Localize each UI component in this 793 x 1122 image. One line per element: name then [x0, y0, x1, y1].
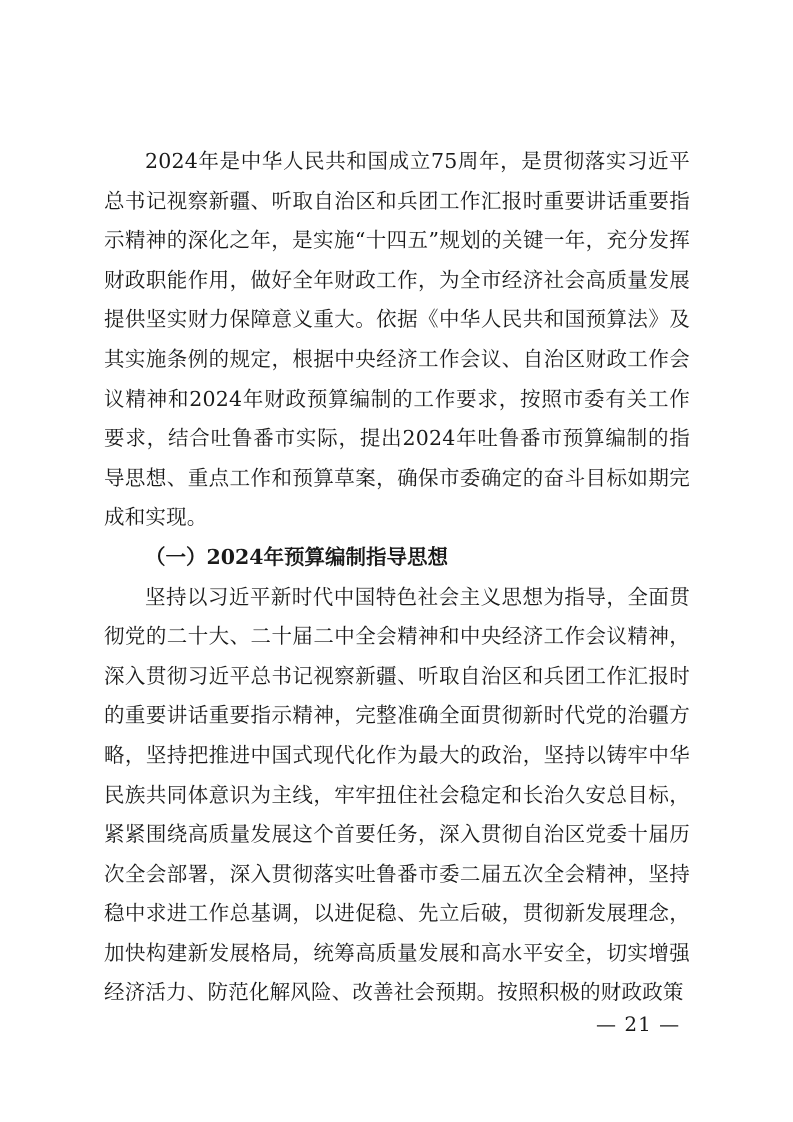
section-heading: （一）2024年预算编制指导思想 [145, 544, 449, 569]
document-body [104, 142, 690, 1013]
intro-paragraph: 2024年是中华人民共和国成立75周年，是贯彻落实习近平总书记视察新疆、听取自治区和兵团工作汇报时重要讲话重要指示精神的深化之年，是实施“十四五”规划的关键一年，充分发挥财政职能作用，做好全年财政工作，为全市经济社会高质量发展提供坚实财力保障意义重大。依据《中华人民共和国预算法》及其实施条例的规定，根据中央经济工作会议、自治区财政工作会议精神和2024年财政预算编制的工作要求，按照市委有关工作要求，结合吐鲁番市实际，提出2024年吐鲁番市预算编制的指导思想、重点工作和预算草案，确保市委确定的奋斗目标如期完成和实现。 [104, 149, 690, 530]
page-number: — 21 — [596, 1012, 681, 1036]
section-paragraph: 坚持以习近平新时代中国特色社会主义思想为指导，全面贯彻党的二十大、二十届二中全会精神和中央经济工作会议精神，深入贯彻习近平总书记视察新疆、听取自治区和兵团工作汇报时的重要讲话重要指示精神，完整准确全面贯彻新时代党的治疆方略，坚持把推进中国式现代化作为最大的政治，坚持以铸牢中华民族共同体意识为主线，牢牢扭住社会稳定和长治久安总目标，紧紧围绕高质量发展这个首要任务，深入贯彻自治区党委十届历次全会部署，深入贯彻落实吐鲁番市委二届五次全会精神，坚持稳中求进工作总基调，以进促稳、先立后破，贯彻新发展理念，加快构建新发展格局，统筹高质量发展和高水平安全，切实增强经济活力、防范化解风险、改善社会预期。按照积极的财政政策 [104, 584, 690, 1005]
